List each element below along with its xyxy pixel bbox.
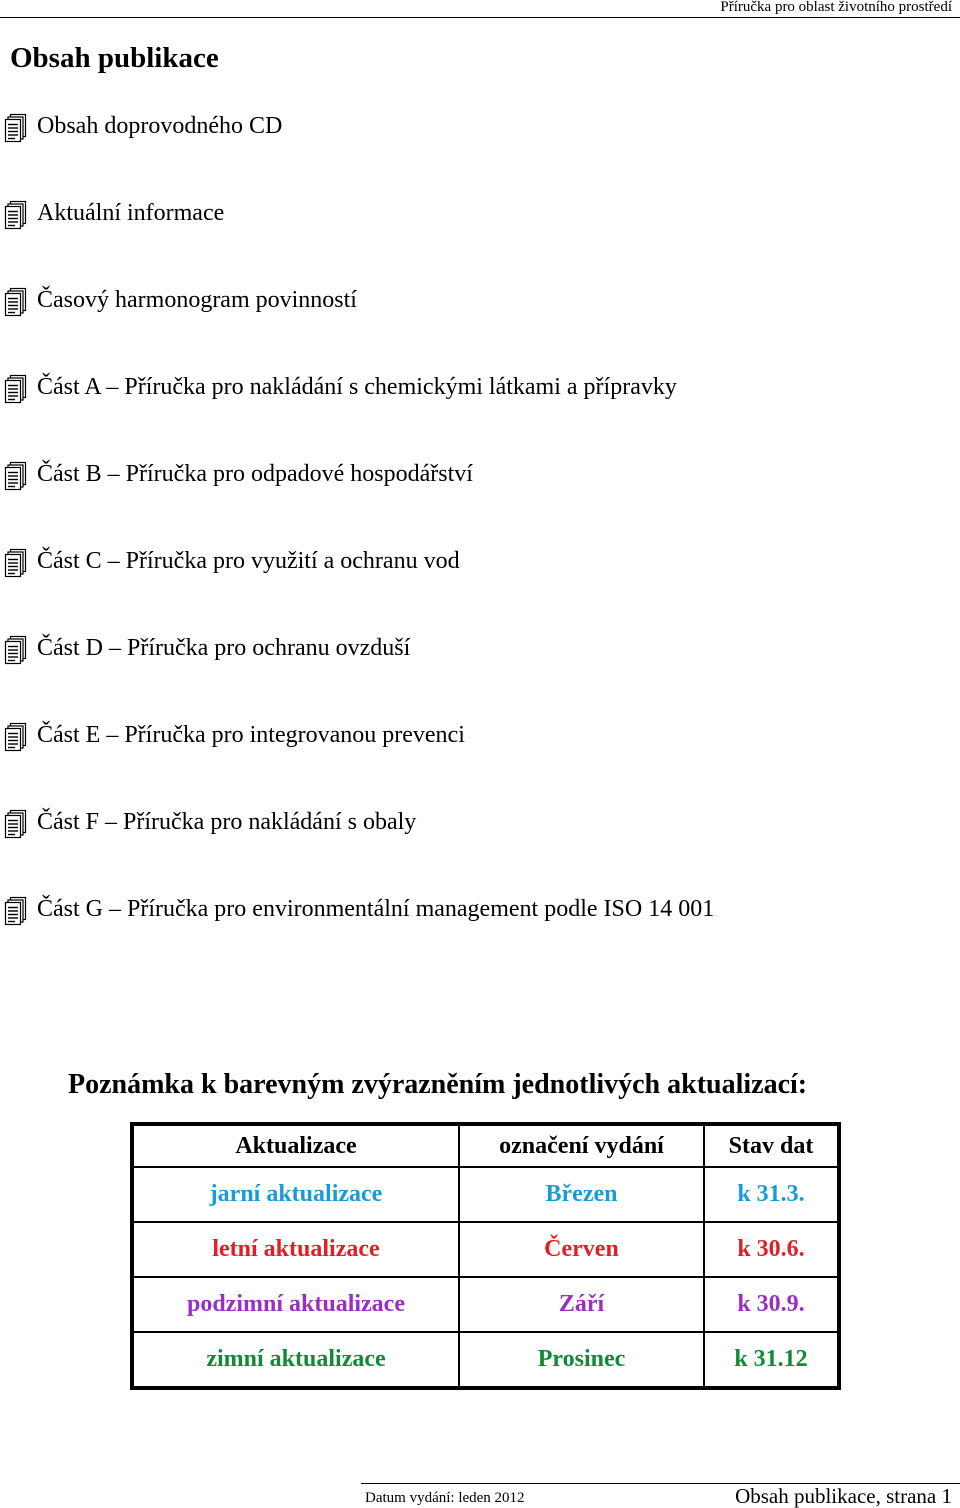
contents-item[interactable] (0, 369, 714, 456)
column-header-data-state: Stav dat (704, 1124, 839, 1167)
data-state-cell: k 31.12 (704, 1332, 839, 1388)
table-row (132, 1222, 839, 1277)
update-name-cell: podzimní aktualizace (132, 1277, 459, 1332)
table-row (132, 1332, 839, 1388)
contents-item-label[interactable]: Část E – Příručka pro integrovanou prevenci (37, 722, 465, 748)
document-stack-icon (4, 374, 28, 408)
contents-item-label[interactable]: Časový harmonogram povinností (37, 287, 357, 313)
column-header-update: Aktualizace (132, 1124, 459, 1167)
document-stack-icon (4, 461, 28, 495)
header-rule (0, 17, 960, 18)
column-header-edition: označení vydání (459, 1124, 704, 1167)
contents-item[interactable] (0, 195, 714, 282)
contents-item[interactable] (0, 282, 714, 369)
document-stack-icon (4, 896, 28, 930)
data-state-cell: k 31.3. (704, 1167, 839, 1222)
update-legend-table (130, 1122, 841, 1390)
document-stack-icon (4, 287, 28, 321)
contents-item[interactable] (0, 108, 714, 195)
update-name-cell: letní aktualizace (132, 1222, 459, 1277)
document-stack-icon (4, 113, 28, 147)
contents-list (0, 108, 714, 978)
running-header: Příručka pro oblast životního prostředí (720, 0, 952, 15)
contents-item-label[interactable]: Část A – Příručka pro nakládání s chemickými látkami a přípravky (37, 374, 677, 400)
contents-item-label[interactable]: Část F – Příručka pro nakládání s obaly (37, 809, 417, 835)
contents-item[interactable] (0, 717, 714, 804)
table-row (132, 1167, 839, 1222)
contents-item[interactable] (0, 804, 714, 891)
contents-item-label[interactable]: Část B – Příručka pro odpadové hospodářství (37, 461, 473, 487)
contents-item-label[interactable]: Obsah doprovodného CD (37, 113, 283, 139)
contents-item[interactable] (0, 891, 714, 978)
contents-item-label[interactable]: Aktuální informace (37, 200, 225, 226)
edition-cell: Březen (459, 1167, 704, 1222)
document-stack-icon (4, 809, 28, 843)
edition-cell: Září (459, 1277, 704, 1332)
contents-item[interactable] (0, 543, 714, 630)
document-stack-icon (4, 200, 28, 234)
contents-item-label[interactable]: Část G – Příručka pro environmentální management podle ISO 14 001 (37, 896, 715, 922)
contents-item[interactable] (0, 630, 714, 717)
footer-issue-date: Datum vydání: leden 2012 (365, 1490, 525, 1506)
table-row (132, 1277, 839, 1332)
contents-item-label[interactable]: Část C – Příručka pro využití a ochranu vod (37, 548, 460, 574)
table-header-row (132, 1124, 839, 1167)
data-state-cell: k 30.6. (704, 1222, 839, 1277)
edition-cell: Prosinec (459, 1332, 704, 1388)
document-stack-icon (4, 548, 28, 582)
document-stack-icon (4, 722, 28, 756)
data-state-cell: k 30.9. (704, 1277, 839, 1332)
contents-item[interactable] (0, 456, 714, 543)
update-note-heading: Poznámka k barevným zvýrazněním jednotlivých aktualizací: (68, 1069, 808, 1100)
edition-cell: Červen (459, 1222, 704, 1277)
contents-item-label[interactable]: Část D – Příručka pro ochranu ovzduší (37, 635, 411, 661)
document-stack-icon (4, 635, 28, 669)
update-name-cell: zimní aktualizace (132, 1332, 459, 1388)
page-title: Obsah publikace (10, 42, 219, 74)
update-name-cell: jarní aktualizace (132, 1167, 459, 1222)
footer-page-number: Obsah publikace, strana 1 (735, 1484, 952, 1508)
